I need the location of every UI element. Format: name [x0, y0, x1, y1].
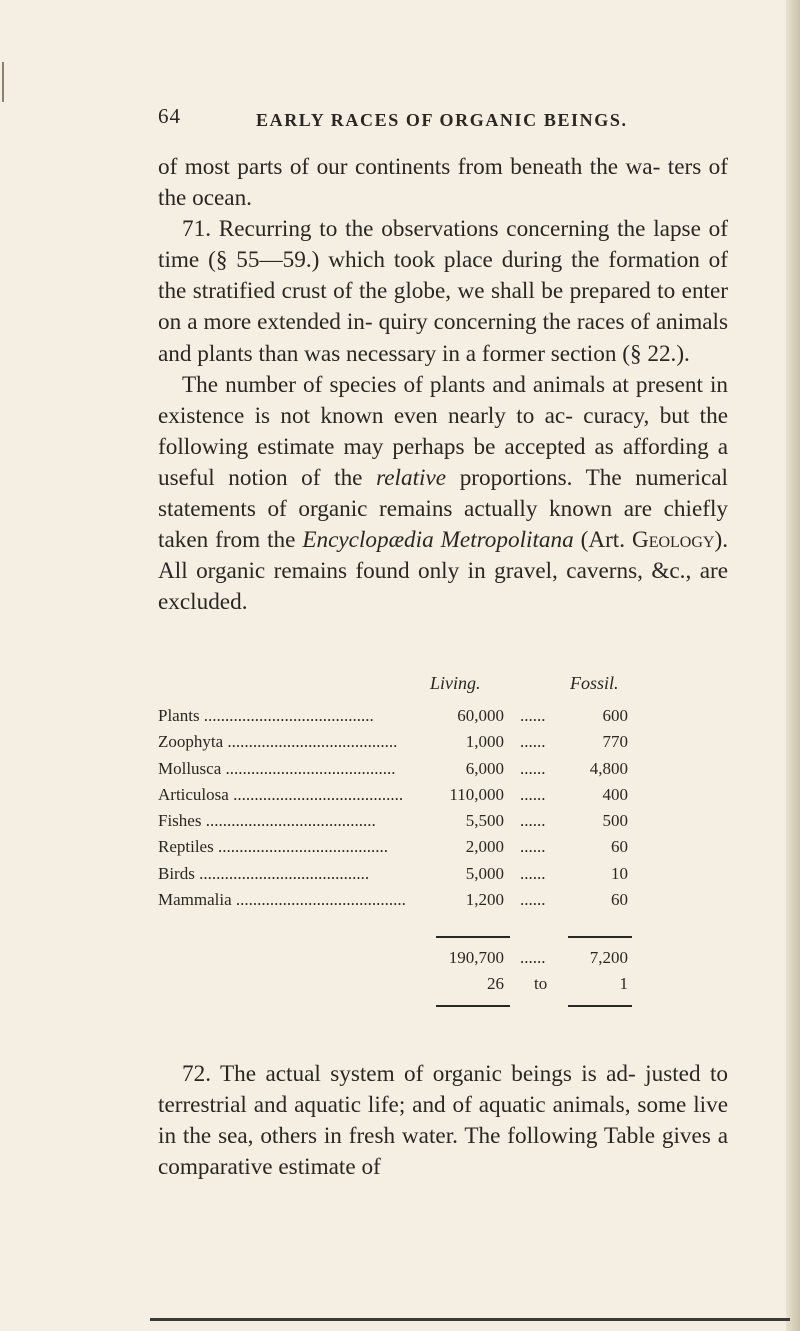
table-row [158, 808, 628, 834]
bottom-edge-line [150, 1318, 790, 1321]
total-fossil: 7,200 [589, 948, 628, 967]
estimate-text-d: ). All organic remains found only in gravel, caverns, &c., are excluded. [158, 527, 728, 616]
margin-mark [2, 62, 4, 102]
row-living: 1,000 [465, 732, 504, 752]
row-dots: ...... [520, 811, 546, 831]
small-caps-geology: Geology [631, 527, 715, 554]
ratio-row [158, 971, 628, 997]
section-number-71: 71. [182, 216, 211, 243]
row-dots: ...... [520, 890, 546, 910]
page-edge [786, 0, 800, 1331]
paragraph-71 [158, 214, 728, 369]
row-name: Reptiles ........................................ [158, 837, 388, 857]
row-living: 2,000 [465, 837, 504, 857]
row-fossil: 400 [602, 784, 628, 804]
row-dots: ...... [520, 758, 546, 778]
body-text-lower [158, 1059, 728, 1183]
table-row [158, 861, 628, 887]
row-fossil: 60 [611, 890, 628, 910]
running-title: EARLY RACES OF ORGANIC BEINGS. [256, 110, 628, 130]
total-dots: ...... [520, 948, 546, 967]
row-name: Zoophyta ........................................ [158, 732, 398, 752]
estimate-text-c: (Art. [573, 527, 632, 554]
sum-rule-fossil [568, 936, 632, 938]
sum-rule-living [436, 936, 510, 938]
row-living: 5,500 [465, 811, 504, 831]
ratio-fossil: 1 [619, 974, 628, 993]
paragraph-continuation: of most parts of our continents from beneath the wa- ters of the ocean. [158, 154, 728, 212]
species-table [158, 673, 628, 993]
table-row [158, 729, 628, 755]
body-text-upper [158, 152, 728, 618]
row-dots: ...... [520, 732, 546, 752]
row-living: 1,200 [465, 890, 504, 910]
row-name: Articulosa ........................................ [158, 784, 404, 804]
row-name: Mammalia ........................................ [158, 890, 406, 910]
row-fossil: 600 [602, 706, 628, 725]
table-header [158, 673, 628, 703]
estimate-text-b: proportions. The numerical statements of organic remains actually known are chiefly taken from the [158, 464, 728, 554]
paragraph-72 [158, 1059, 728, 1183]
row-living: 5,000 [465, 863, 504, 883]
italic-encyclopaedia: Encyclopædia Metropolitana [302, 527, 574, 554]
page-header [158, 104, 690, 140]
col-fossil-header: Fossil. [570, 673, 619, 693]
total-living: 190,700 [448, 948, 504, 967]
table-row [158, 756, 628, 782]
row-living: 6,000 [465, 758, 504, 778]
row-name: Birds ........................................ [158, 863, 370, 883]
row-living: 60,000 [457, 706, 504, 725]
row-name: Plants ........................................ [158, 706, 374, 725]
paragraph-estimate [158, 370, 728, 619]
table-row [158, 782, 628, 808]
row-fossil: 4,800 [589, 758, 628, 778]
italic-relative: relative [376, 464, 447, 491]
col-living-header: Living. [430, 673, 481, 693]
paragraph-71-text: Recurring to the observations concerning the lapse of time (§ 55—59.) which took place during the formation of the stratified crust of the globe, we shall be prepared to enter on a more extended in- quiry concerning the races of animals and plants than was necessary in a former section (§ 22.). [158, 216, 728, 367]
row-living: 110,000 [449, 784, 504, 804]
estimate-text-a: The number of species of plants and animals at present in existence is not known even nearly to ac- curacy, but the following estimate may perhaps be accepted as affording a useful notion of the [158, 371, 728, 491]
row-name: Mollusca ........................................ [158, 758, 396, 778]
section-number-72: 72. [182, 1061, 211, 1087]
total-row [158, 945, 628, 971]
row-dots: ...... [520, 837, 546, 857]
row-fossil: 770 [602, 732, 628, 752]
page-number: 64 [158, 104, 181, 128]
row-dots: ...... [520, 706, 546, 725]
row-dots: ...... [520, 863, 546, 883]
row-fossil: 60 [611, 837, 628, 857]
table-body [158, 703, 628, 913]
row-fossil: 10 [611, 863, 628, 883]
row-fossil: 500 [602, 811, 628, 831]
table-row [158, 703, 628, 729]
paragraph-72-text: The actual system of organic beings is ad- justed to terrestrial and aquatic life; and of aquatic animals, some live in the sea, others in fresh water. The following Table gives a comparative estimate of [158, 1061, 728, 1181]
table-row [158, 834, 628, 860]
end-rule-living [436, 1005, 510, 1007]
end-rule-fossil [568, 1005, 632, 1007]
table-row [158, 887, 628, 913]
ratio-to: to [534, 974, 548, 993]
row-dots: ...... [520, 784, 546, 804]
row-name: Fishes ........................................ [158, 811, 376, 831]
ratio-living: 26 [487, 974, 504, 993]
